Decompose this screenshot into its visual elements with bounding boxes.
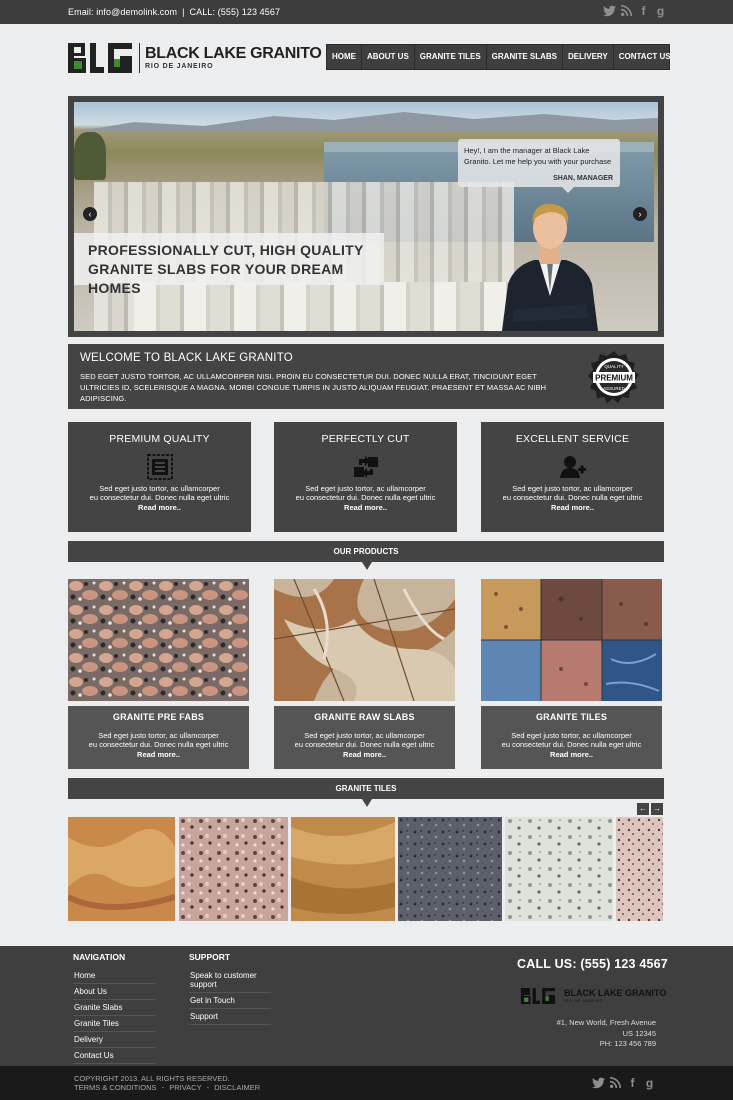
hero-caption (74, 233, 384, 296)
product-granite-tiles[interactable] (481, 579, 662, 764)
site-logo[interactable] (68, 43, 322, 75)
feature-line2: eu consectetur dui. Donec nulla eget ultric (89, 493, 230, 502)
feature-title: PERFECTLY CUT (321, 433, 410, 445)
tile-speckled-granite[interactable] (616, 817, 663, 921)
twitter-icon[interactable] (603, 5, 616, 18)
hero-image (74, 102, 658, 331)
product-line1: Sed eget justo tortor, ac ullamcorper (98, 731, 219, 740)
nav-contact-us[interactable]: CONTACT US (618, 52, 671, 61)
footer-logo-name: BLACK LAKE GRANITO (564, 988, 667, 998)
mountains-graphic (74, 110, 658, 132)
product-line2: eu consectetur dui. Donec nulla eget ultric (294, 740, 435, 749)
cut-arrows-icon (353, 454, 379, 480)
legal-dash: - (206, 1083, 210, 1092)
product-info (481, 706, 662, 769)
product-granite-pre-fabs[interactable] (68, 579, 249, 764)
product-line1: Sed eget justo tortor, ac ullamcorper (304, 731, 425, 740)
footer-link-granite-tiles[interactable]: Granite Tiles (73, 1016, 156, 1032)
welcome-title: WELCOME TO BLACK LAKE GRANITO (80, 352, 293, 364)
tree-graphic (74, 132, 106, 180)
feature-title: EXCELLENT SERVICE (515, 433, 630, 445)
tiles-carousel-nav (637, 803, 663, 815)
granite-pre-fabs-image (68, 579, 249, 701)
product-info (68, 706, 249, 769)
feature-perfectly-cut (274, 422, 457, 532)
copyright-text: COPYRIGHT 2013. ALL RIGHTS RESERVED. (74, 1074, 230, 1083)
footer-navigation-title: NAVIGATION (73, 952, 126, 962)
tiles-prev-button[interactable]: ← (639, 804, 647, 813)
footer-logo-subtitle: RIO DE JANEIRO (564, 998, 604, 1003)
footer-logo[interactable] (517, 988, 667, 1004)
feature-line1: Sed eget justo tortor, ac ullamcorper (305, 484, 426, 493)
hero-caption-line1: PROFESSIONALLY CUT, HIGH QUALITY (88, 242, 364, 258)
logo-divider (139, 43, 140, 73)
tile-white-granite[interactable] (505, 817, 613, 921)
footer-support (189, 952, 271, 1025)
bubble-name: SHAN, MANAGER (553, 175, 613, 182)
nav-granite-tiles[interactable]: GRANITE TILES (415, 45, 487, 69)
feature-premium-quality (68, 422, 251, 532)
footer (0, 946, 733, 1066)
terms-link[interactable]: TERMS & CONDITIONS (74, 1083, 157, 1092)
top-contact (68, 7, 280, 17)
footer-address (557, 1018, 656, 1050)
manager-portrait (494, 192, 606, 331)
address-line2: US 12345 (622, 1028, 656, 1038)
product-read-more-link[interactable]: Read more.. (137, 750, 180, 759)
facebook-icon[interactable]: f (641, 4, 646, 18)
legal-dash: - (161, 1083, 165, 1092)
certificate-icon (147, 454, 173, 480)
tile-pink-granite[interactable] (179, 817, 288, 921)
granite-tiles-header: GRANITE TILES (68, 778, 664, 799)
logo-name: BLACK LAKE GRANITO (145, 45, 322, 62)
footer-logo-mark-icon (517, 988, 559, 1004)
product-line1: Sed eget justo tortor, ac ullamcorper (511, 731, 632, 740)
tile-grey-granite[interactable] (398, 817, 502, 921)
facebook-icon[interactable]: f (630, 1076, 635, 1090)
rss-icon[interactable] (609, 1077, 622, 1090)
top-social (603, 5, 667, 18)
tile-gold-granite[interactable] (68, 817, 175, 921)
bubble-text: Hey!, I am the manager at Black Lake Granito. Let me help you with your purchase (464, 146, 612, 166)
feature-title: PREMIUM QUALITY (109, 433, 210, 445)
product-read-more-link[interactable]: Read more.. (343, 750, 386, 759)
footer-social (592, 1077, 656, 1090)
footer-navigation (73, 952, 156, 1064)
granite-tiles-image (481, 579, 662, 701)
top-bar (0, 0, 733, 24)
product-line2: eu consectetur dui. Donec nulla eget ultric (88, 740, 229, 749)
add-user-icon (560, 454, 586, 480)
main-nav (326, 44, 670, 70)
footer-link-delivery[interactable]: Delivery (73, 1032, 156, 1048)
nav-about-us[interactable]: ABOUT US (362, 45, 415, 69)
address-line1: #1, New World, Fresh Avenue (556, 1018, 656, 1027)
badge-bottom-text: ASSURED (603, 386, 625, 391)
tiles-next-button[interactable]: → (653, 804, 661, 813)
logo-mark-icon (68, 43, 132, 73)
google-icon[interactable]: g (645, 1076, 654, 1090)
footer-call: CALL US: (555) 123 4567 (517, 957, 668, 971)
twitter-icon[interactable] (592, 1077, 605, 1090)
feature-line2: eu consectetur dui. Donec nulla eget ultric (502, 493, 643, 502)
footer-link-home[interactable]: Home (73, 968, 156, 984)
hero-caption-line2: GRANITE SLABS FOR YOUR DREAM HOMES (88, 261, 344, 296)
product-granite-raw-slabs[interactable] (274, 579, 455, 764)
hero-slider (68, 96, 664, 337)
product-title: GRANITE TILES (535, 712, 608, 722)
legal-links (74, 1083, 263, 1092)
footer-link-about-us[interactable]: About Us (73, 984, 156, 1000)
top-separator: | (182, 7, 185, 17)
feature-read-more-link[interactable]: Read more.. (551, 503, 594, 512)
footer-link-get-in-touch[interactable]: Get in Touch (189, 993, 271, 1009)
nav-home[interactable]: HOME (327, 45, 362, 69)
top-call: CALL: (555) 123 4567 (189, 7, 281, 17)
disclaimer-link[interactable]: DISCLAIMER (214, 1083, 261, 1092)
top-email[interactable]: Email: info@demolink.com (68, 7, 178, 17)
product-read-more-link[interactable]: Read more.. (550, 750, 593, 759)
rss-icon[interactable] (620, 5, 633, 18)
privacy-link[interactable]: PRIVACY (169, 1083, 202, 1092)
footer-link-support[interactable]: Support (189, 1009, 271, 1025)
premium-quality-badge-icon (587, 350, 641, 404)
feature-line1: Sed eget justo tortor, ac ullamcorper (99, 484, 220, 493)
footer-link-contact-us[interactable]: Contact Us (73, 1048, 156, 1064)
footer-link-granite-slabs[interactable]: Granite Slabs (73, 1000, 156, 1016)
nav-delivery[interactable]: DELIVERY (563, 45, 614, 69)
badge-main-text: PREMIUM (595, 373, 633, 383)
manager-speech-bubble (458, 139, 620, 187)
feature-line2: eu consectetur dui. Donec nulla eget ultric (295, 493, 436, 502)
products-header: OUR PRODUCTS (68, 541, 664, 562)
feature-read-more-link[interactable]: Read more.. (138, 503, 181, 512)
slider-next-button[interactable]: › (633, 207, 647, 221)
feature-excellent-service (481, 422, 664, 532)
address-phone: PH: 123 456 789 (599, 1039, 656, 1048)
granite-raw-slabs-image (274, 579, 455, 701)
badge-top-text: QUALITY (604, 364, 624, 369)
nav-granite-slabs[interactable]: GRANITE SLABS (487, 45, 563, 69)
footer-support-title: SUPPORT (189, 952, 231, 962)
google-icon[interactable]: g (656, 4, 665, 18)
footer-link-customer-support[interactable]: Speak to customer support (189, 968, 271, 993)
logo-subtitle: RIO DE JANEIRO (145, 63, 214, 70)
copyright-bar (0, 1066, 733, 1100)
product-line2: eu consectetur dui. Donec nulla eget ultric (501, 740, 642, 749)
feature-line1: Sed eget justo tortor, ac ullamcorper (512, 484, 633, 493)
welcome-text: SED EGET JUSTO TORTOR, AC ULLAMCORPER NISI. PROIN EU CONSECTETUR DUI. DONEC NULLA ERAT, TINCIDUNT EGET ULTRICIES ID, SCELERISQUE A MAGNA. MORBI CONGUE TURPIS IN JUSTO ALIQUAM FEUGIAT. PRAESENT ET MASSA AC NIBH ADIPISCING. (80, 372, 547, 403)
slider-prev-button[interactable]: ‹ (83, 207, 97, 221)
welcome-section (68, 344, 664, 409)
product-title: GRANITE PRE FABS (112, 712, 205, 722)
feature-read-more-link[interactable]: Read more.. (344, 503, 387, 512)
product-title: GRANITE RAW SLABS (314, 712, 415, 722)
product-info (274, 706, 455, 769)
tile-sandstone-granite[interactable] (291, 817, 395, 921)
